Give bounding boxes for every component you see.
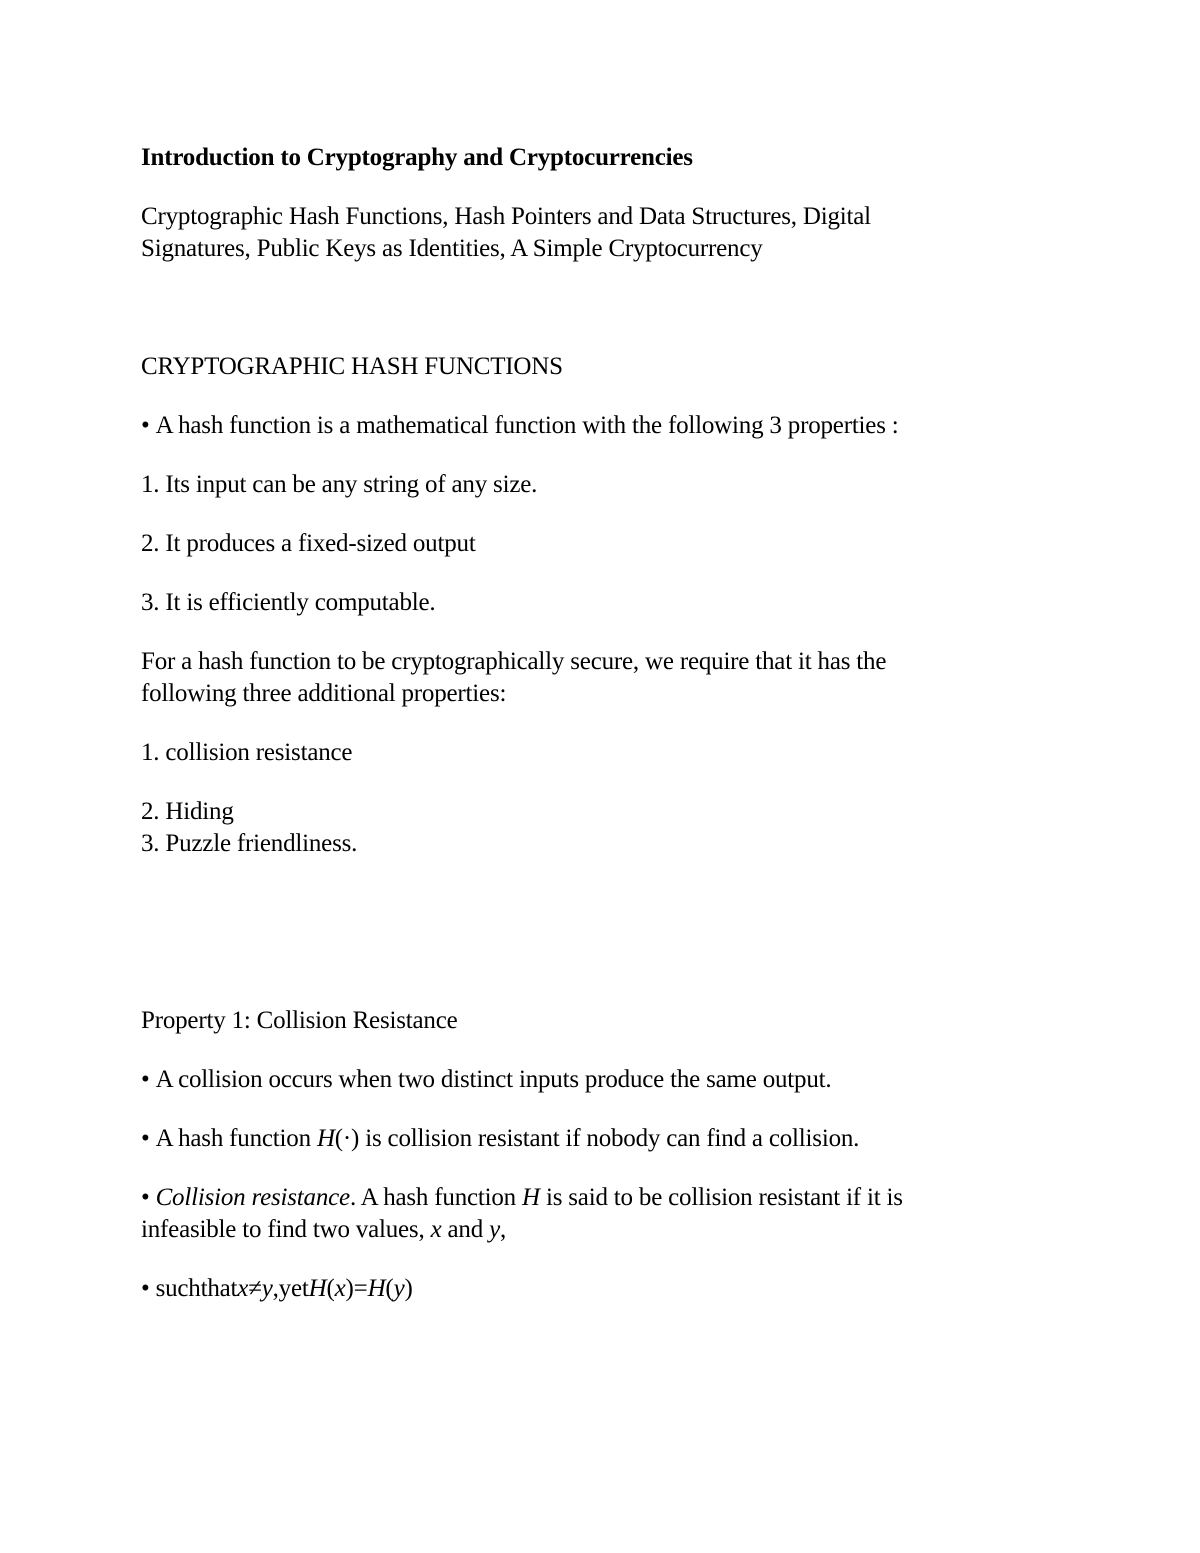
secure-property-3: 3. Puzzle friendliness. bbox=[141, 830, 358, 857]
math-y: y bbox=[261, 1275, 273, 1302]
bullet-3-comma: , bbox=[500, 1216, 507, 1243]
property1-bullet-4 bbox=[141, 1273, 413, 1305]
property1-bullet-1 bbox=[141, 1064, 831, 1096]
bullet-3-text: . A hash function bbox=[349, 1184, 523, 1211]
intro-bullet-text: A hash function is a mathematical function with the following 3 properties : bbox=[155, 412, 899, 439]
bullet-4-text-2: ,yet bbox=[272, 1275, 309, 1302]
property1-heading: Property 1: Collision Resistance bbox=[141, 1007, 458, 1034]
bullet-icon: • bbox=[141, 1275, 150, 1302]
math-H: H bbox=[316, 1125, 335, 1152]
math-H: H bbox=[522, 1184, 540, 1211]
bullet-icon: • bbox=[141, 1066, 150, 1093]
bullet-3-post: is said to be collision resistant if it is bbox=[539, 1184, 903, 1211]
math-y: y bbox=[489, 1216, 500, 1243]
document-title: Introduction to Cryptography and Cryptocurrencies bbox=[141, 144, 693, 171]
math-close-paren: ) bbox=[404, 1275, 413, 1302]
bullet-3-line2-pre: infeasible to find two values, bbox=[141, 1216, 431, 1243]
bullet-icon: • bbox=[141, 1125, 150, 1152]
property1-bullet-3-line-2 bbox=[141, 1214, 506, 1246]
bullet-3-and: and bbox=[441, 1216, 490, 1243]
bullet-2-pre: A hash function bbox=[155, 1125, 317, 1152]
secure-property-1: 1. collision resistance bbox=[141, 739, 353, 766]
subtitle-line-1: Cryptographic Hash Functions, Hash Pointers and Data Structures, Digital bbox=[141, 203, 871, 230]
math-open-paren: ( bbox=[326, 1275, 335, 1302]
secure-property-2: 2. Hiding bbox=[141, 798, 234, 825]
math-y: y bbox=[393, 1275, 405, 1302]
math-open-paren: ( bbox=[385, 1275, 394, 1302]
property1-bullet-3-line-1 bbox=[141, 1182, 903, 1214]
bullet-4-text-1: suchthat bbox=[155, 1275, 238, 1302]
math-x: x bbox=[430, 1216, 442, 1243]
secure-intro-line-2: following three additional properties: bbox=[141, 680, 507, 707]
math-x: x bbox=[237, 1275, 249, 1302]
section-heading: CRYPTOGRAPHIC HASH FUNCTIONS bbox=[141, 353, 563, 380]
bullet-icon: • bbox=[141, 1184, 150, 1211]
property1-bullet-2 bbox=[141, 1123, 859, 1155]
math-H: H bbox=[308, 1275, 327, 1302]
basic-property-1: 1. Its input can be any string of any size. bbox=[141, 471, 538, 498]
basic-property-2: 2. It produces a fixed-sized output bbox=[141, 530, 476, 557]
math-H: H bbox=[367, 1275, 386, 1302]
math-paren: (·) bbox=[334, 1125, 360, 1152]
basic-property-3: 3. It is efficiently computable. bbox=[141, 589, 436, 616]
secure-intro-line-1: For a hash function to be cryptographically secure, we require that it has the bbox=[141, 648, 887, 675]
bullet-icon: • bbox=[141, 412, 150, 439]
math-neq: ≠ bbox=[248, 1275, 262, 1302]
collision-resistance-term: Collision resistance bbox=[155, 1184, 350, 1211]
intro-bullet bbox=[141, 410, 899, 442]
math-x: x bbox=[334, 1275, 346, 1302]
bullet-1-text: A collision occurs when two distinct inputs produce the same output. bbox=[155, 1066, 832, 1093]
bullet-2-post: is collision resistant if nobody can find a collision. bbox=[359, 1125, 860, 1152]
subtitle-line-2: Signatures, Public Keys as Identities, A Simple Cryptocurrency bbox=[141, 235, 763, 262]
math-close-equals: )= bbox=[345, 1275, 368, 1302]
